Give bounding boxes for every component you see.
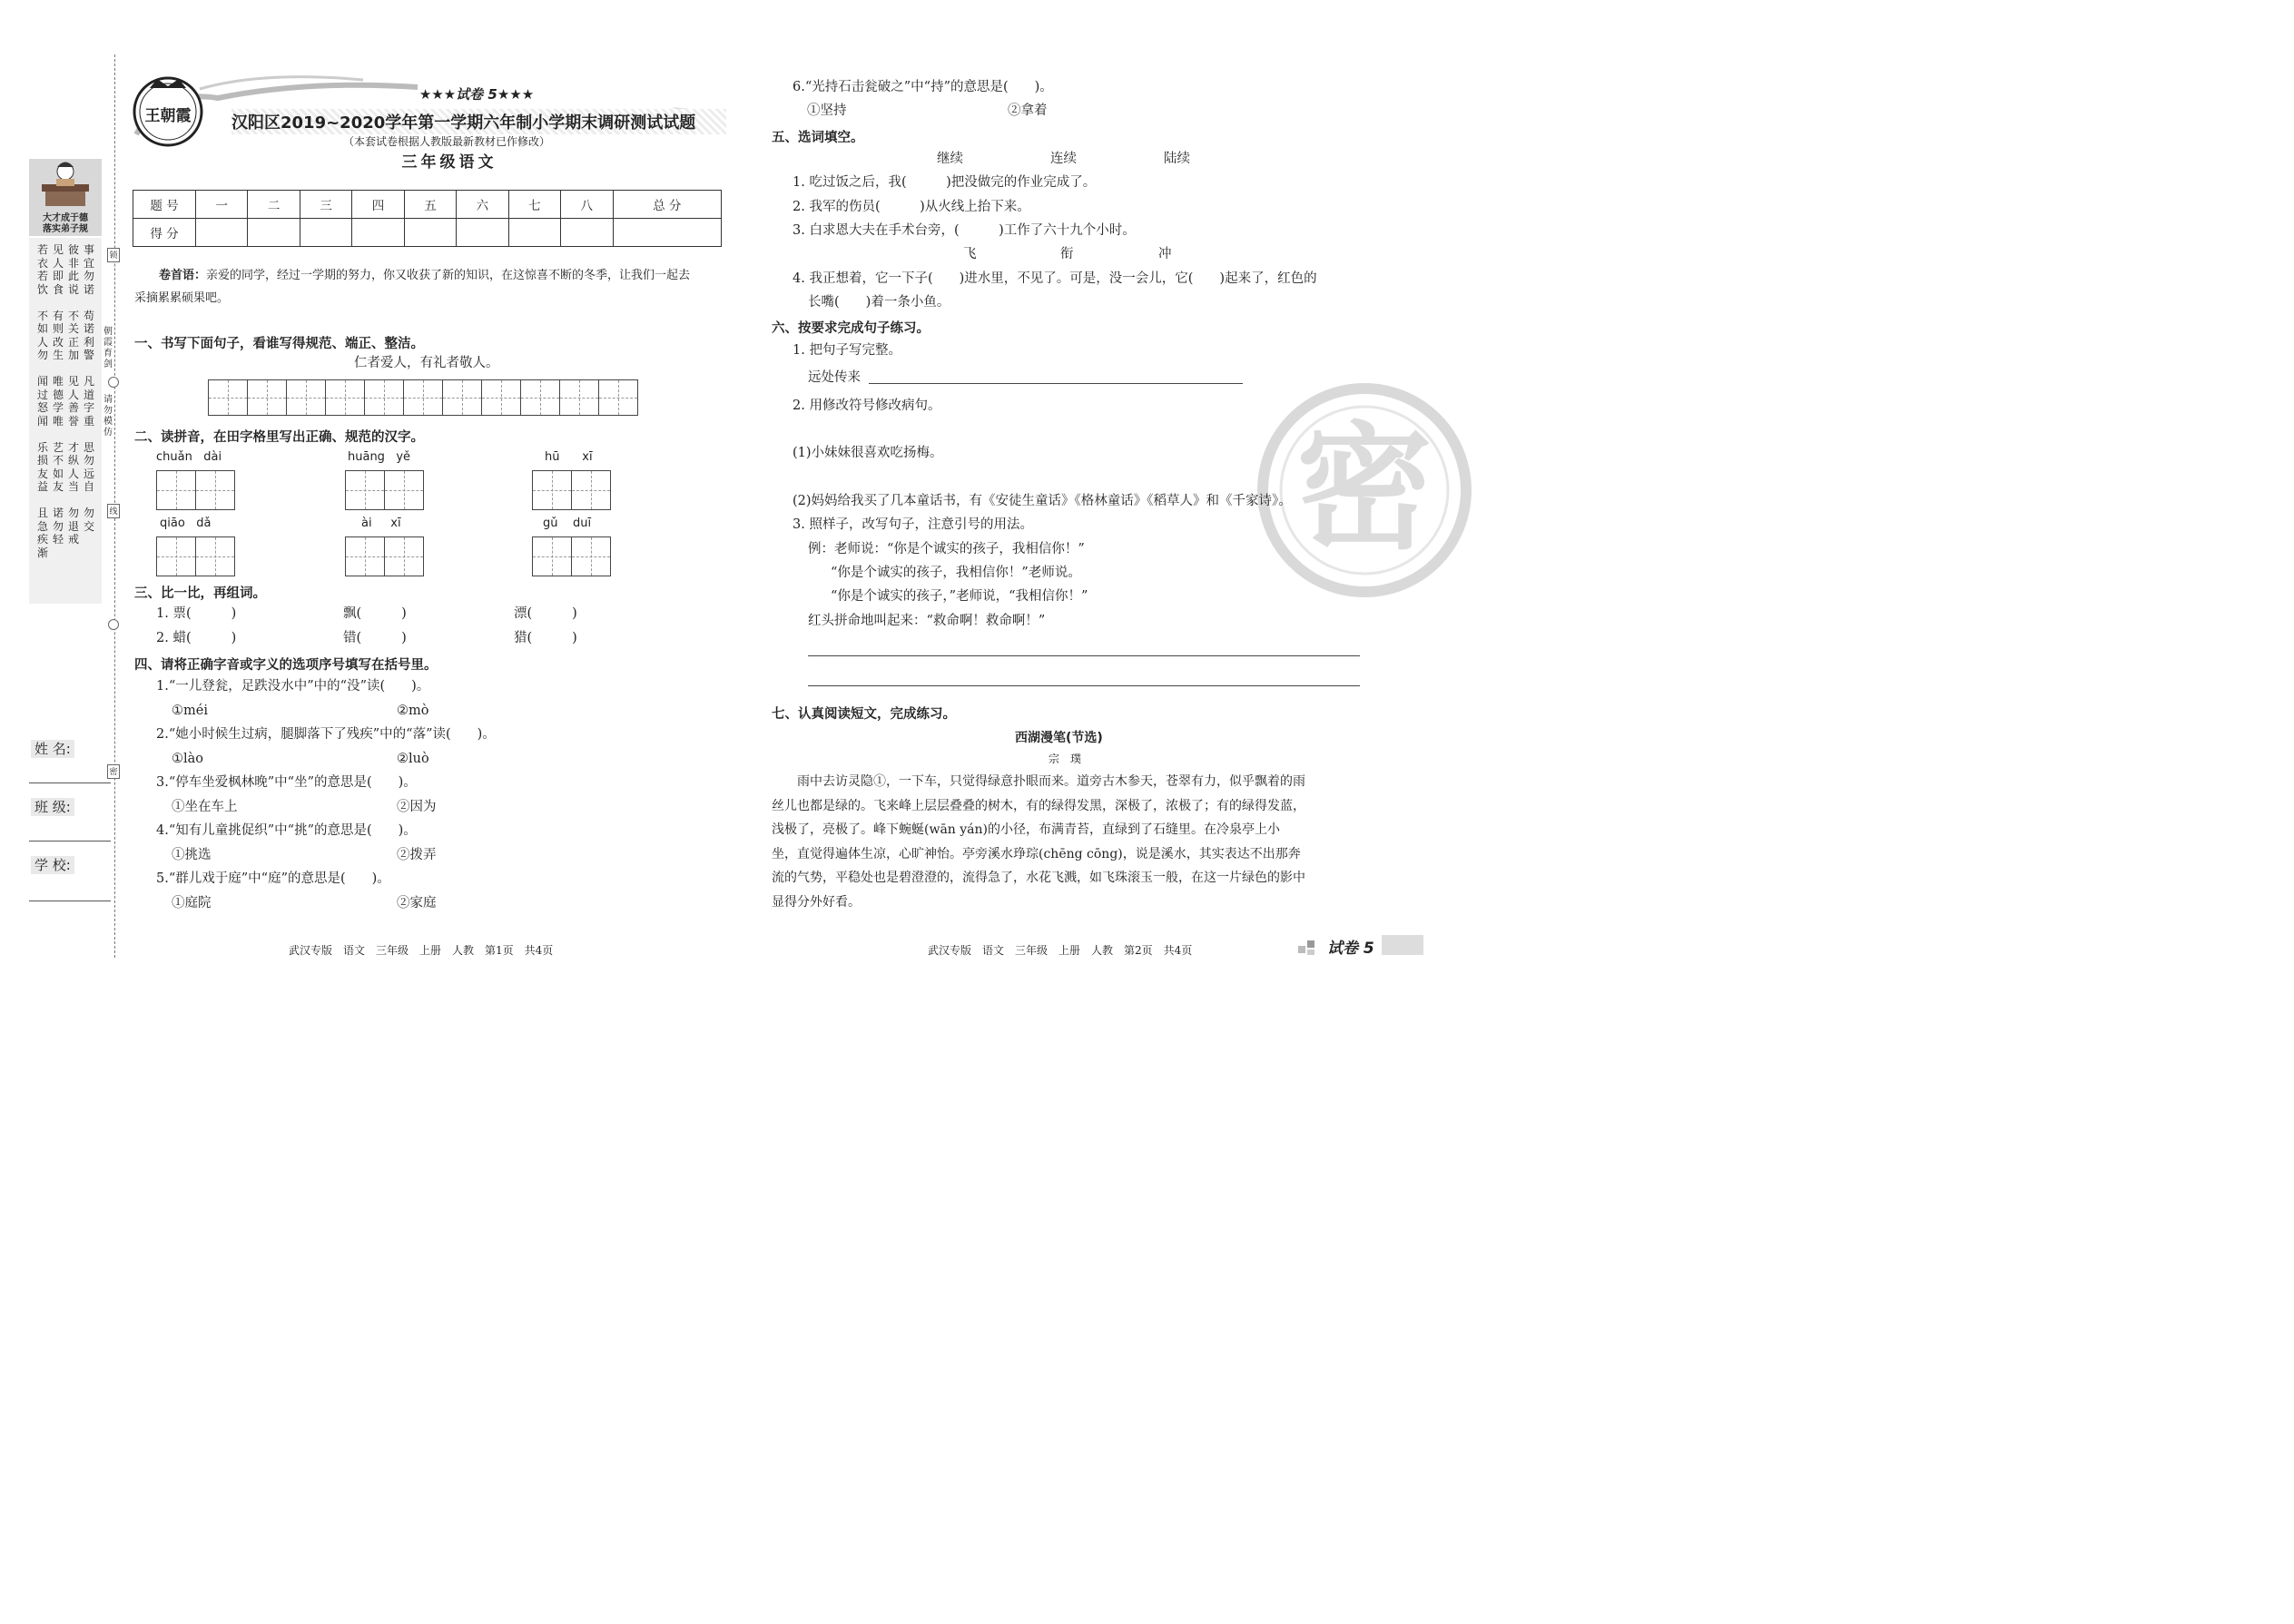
motto-panel [29, 238, 102, 604]
fill-question[interactable]: 4. 我正想着，它一下子( )进水里，不见了。可是，没一会儿，它( )起来了，红色的 [793, 271, 1317, 286]
score-cell[interactable] [300, 219, 351, 247]
section-7-title: 七、认真阅读短文，完成练习。 [772, 707, 956, 722]
score-table [133, 190, 722, 247]
score-header-cell: 五 [404, 191, 456, 219]
motto-column: 见人即食 有则改生 唯德学唯 艺不如友 诺勿轻 [52, 243, 64, 546]
score-row-label: 得 分 [133, 219, 196, 247]
preface [159, 265, 690, 282]
class-line[interactable] [29, 841, 111, 842]
tianzige-grid[interactable] [156, 536, 235, 576]
score-cell[interactable] [248, 219, 300, 247]
side-motto: 请勿模仿 [103, 395, 113, 438]
option-b[interactable]: ②家庭 [397, 896, 437, 910]
score-cell[interactable] [508, 219, 560, 247]
motto-column: 若衣若饮 不如人勿 闻过怒闻 乐损友益 且急疾渐 [36, 243, 48, 559]
watermark-seal-icon [1255, 386, 1433, 595]
task-sentence: 红头拼命地叫起来：“救命啊！救命啊！” [808, 614, 1046, 628]
question: 1.“一儿登瓮，足跌没水中”中的“没”读( )。 [156, 679, 430, 694]
tianzige-grid[interactable] [156, 470, 235, 510]
class-field[interactable] [31, 797, 74, 816]
example-line: “你是个诚实的孩子，”老师说，“我相信你！” [831, 589, 1088, 604]
sick-sentence[interactable]: (2)妈妈给我买了几本童话书，有《安徒生童话》《格林童话》《稻草人》和《千家诗》。 [793, 494, 1292, 508]
answer-line[interactable] [808, 655, 1360, 656]
score-cell[interactable] [196, 219, 248, 247]
mascot-panel [29, 159, 102, 236]
sub-question: 3. 照样子，改写句子，注意引号的用法。 [793, 517, 1033, 532]
footer-right: 武汉专版 语文 三年级 上册 人教 第2页 共4页 [928, 944, 1193, 957]
article-author: 宗 璞 [1049, 753, 1082, 765]
word-option: 陆续 [1164, 152, 1190, 166]
score-header-cell: 六 [457, 191, 508, 219]
binding-hole-icon [108, 619, 119, 630]
question: 2.“她小时候生过病，腿脚落下了残疾”中的“落”读( )。 [156, 727, 496, 742]
fill-question[interactable]: 1. 吃过饭之后，我( )把没做完的作业完成了。 [793, 175, 1097, 190]
score-header-cell: 四 [352, 191, 404, 219]
preface-line: 采摘累累硕果吧。 [134, 291, 230, 305]
paper-number: ★★★试卷 5★★★ [418, 86, 535, 103]
score-cell[interactable] [561, 219, 613, 247]
tianzige-grid[interactable] [532, 536, 611, 576]
pinyin-label: ài xī [361, 517, 401, 530]
pinyin-label: huāng yě [348, 450, 411, 464]
option-a[interactable]: ①坚持 [807, 103, 847, 118]
section-6-title: 六、按要求完成句子练习。 [772, 321, 930, 336]
option-b[interactable]: ②luò [397, 752, 429, 766]
copy-sentence: 仁者爱人，有礼者敬人。 [354, 356, 499, 370]
option-a[interactable]: ①méi [172, 704, 208, 718]
motto-column: 彼非此说 不关正加 见人善誉 才纵人当 勿退戒 [67, 243, 79, 546]
compare-item[interactable]: 猎( ) [514, 631, 577, 645]
binding-hole-icon [108, 377, 119, 388]
mascot-caption: 落实弟子规 [43, 224, 88, 234]
answer-line[interactable] [869, 383, 1243, 384]
score-header-cell: 二 [248, 191, 300, 219]
question: 6.“光持石击瓮破之”中“持”的意思是( )。 [793, 80, 1053, 94]
article-title: 西湖漫笔(节选) [1015, 731, 1103, 745]
tianzige-grid[interactable] [345, 536, 424, 576]
word-option: 衔 [1060, 247, 1074, 261]
cut-line-mark: 线 [107, 504, 120, 518]
question: 5.“群儿戏于庭”中“庭”的意思是( )。 [156, 871, 390, 886]
section-3-title: 三、比一比，再组词。 [134, 586, 266, 601]
seal-mark: 锁 [107, 248, 120, 262]
secret-watermark [1255, 386, 1433, 595]
compare-item[interactable]: 漂( ) [514, 606, 577, 621]
article-line: 浅极了，亮极了。峰下蜿蜒(wān yán)的小径，布满青苔，直绿到了石缝里。在冷泉亭上小 [772, 822, 1280, 837]
seal-mark: 密 [107, 764, 120, 779]
motto-column: 事宜勿诺 苟诺利警 凡道字重 思勿远自 勿交 [83, 243, 94, 533]
score-header-cell: 八 [561, 191, 613, 219]
footer-left: 武汉专版 语文 三年级 上册 人教 第1页 共4页 [289, 944, 554, 957]
preface-line: 亲爱的同学，经过一学期的努力，你又收获了新的知识，在这惊喜不断的冬季，让我们一起去 [206, 269, 691, 282]
option-b[interactable]: ②mò [397, 704, 429, 718]
brand-logo [132, 75, 204, 148]
article-line: 雨中去访灵隐①，一下车，只觉得绿意扑眼而来。道旁古木参天，苍翠有力，似乎飘着的雨 [797, 774, 1305, 789]
svg-text:王朝霞: 王朝霞 [144, 107, 192, 125]
section-2-title: 二、读拼音，在田字格里写出正确、规范的汉字。 [134, 430, 424, 445]
side-motto: 朝霞育剑 [103, 327, 113, 369]
article-line: 丝儿也都是绿的。飞来峰上层层叠叠的树木，有的绿得发黑，深极了，浓极了；有的绿得发蓝， [772, 798, 1305, 813]
school-label: 学 校: [31, 856, 74, 874]
score-header-cell: 总 分 [613, 191, 722, 219]
question: 3.“停车坐爱枫林晚”中“坐”的意思是( )。 [156, 775, 417, 790]
pinyin-label: chuǎn dài [156, 450, 222, 464]
option-b[interactable]: ②因为 [397, 800, 437, 814]
score-cell[interactable] [613, 219, 722, 247]
sick-sentence[interactable]: (1)小妹妹很喜欢吃扬梅。 [793, 446, 943, 460]
example-line: 例：老师说：“你是个诚实的孩子，我相信你！” [808, 542, 1085, 556]
option-a[interactable]: ①lào [172, 752, 204, 766]
section-4-title: 四、请将正确字音或字义的选项序号填写在括号里。 [134, 658, 438, 673]
compare-item[interactable]: 1. 票( ) [156, 606, 237, 621]
pinyin-label: qiāo dǎ [160, 517, 212, 530]
fill-question[interactable]: 3. 白求恩大夫在手术台旁，( )工作了六十九个小时。 [793, 223, 1136, 238]
fill-question[interactable]: 2. 我军的伤员( )从火线上抬下来。 [793, 200, 1030, 214]
word-option: 飞 [963, 247, 977, 261]
option-b[interactable]: ②拿着 [1008, 103, 1048, 118]
sub-question: 2. 用修改符号修改病句。 [793, 399, 941, 413]
answer-line[interactable] [808, 685, 1360, 686]
word-option: 连续 [1050, 152, 1077, 166]
exam-subtitle: （本套试卷根据人教版最新教材已作修改） [343, 135, 551, 148]
score-cell[interactable] [404, 219, 456, 247]
svg-text:密: 密 [1295, 410, 1433, 568]
article-line: 坐，直觉得遍体生凉，心旷神怡。亭旁溪水琤琮(chēng cōng)，说是溪水，其实表达不出那奔 [772, 846, 1301, 861]
article-line: 显得分外好看。 [772, 894, 861, 910]
sentence-prompt: 远处传来 [808, 370, 861, 385]
compare-item[interactable]: 2. 蜡( ) [156, 631, 237, 645]
exam-title: 汉阳区2019~2020学年第一学期六年制小学期末调研测试试题 [231, 113, 696, 133]
option-b[interactable]: ②拨弄 [397, 848, 437, 862]
article-line: 流的气势，平稳处也是碧澄澄的，流得急了，水花飞溅，如飞珠滚玉一般，在这一片绿色的影中 [772, 871, 1305, 885]
writing-grid[interactable] [208, 379, 638, 416]
compare-item[interactable]: 飘( ) [343, 606, 407, 621]
school-field[interactable] [31, 855, 74, 874]
grade-subject: 三年级语文 [401, 153, 497, 172]
option-a[interactable]: ①坐在车上 [172, 800, 238, 814]
name-line[interactable] [29, 782, 111, 783]
score-header-cell: 七 [508, 191, 560, 219]
score-header-cell: 一 [196, 191, 248, 219]
pinyin-label: gǔ duī [543, 517, 592, 530]
class-label: 班 级: [31, 798, 74, 816]
word-option: 继续 [937, 152, 963, 166]
score-cell[interactable] [457, 219, 508, 247]
preface-label: 卷首语： [159, 269, 207, 282]
score-header-row [133, 191, 722, 219]
section-1-title: 一、书写下面句子，看谁写得规范、端正、整洁。 [134, 337, 424, 351]
scholar-icon [29, 159, 102, 213]
word-option: 冲 [1158, 247, 1172, 261]
name-field[interactable] [31, 739, 74, 758]
score-header-cell: 题 号 [133, 191, 196, 219]
option-a[interactable]: ①挑选 [172, 848, 212, 862]
article-body [772, 770, 1362, 914]
section-5-title: 五、选词填空。 [772, 131, 864, 145]
name-label: 姓 名: [31, 740, 74, 758]
question: 4.“知有儿童挑促织”中“挑”的意思是( )。 [156, 823, 417, 838]
tianzige-grid[interactable] [345, 470, 424, 510]
score-header-cell: 三 [300, 191, 351, 219]
fill-question[interactable]: 长嘴( )着一条小鱼。 [808, 295, 950, 310]
example-line: “你是个诚实的孩子，我相信你！”老师说。 [831, 566, 1081, 580]
mascot-caption: 大才成于德 [43, 213, 88, 223]
score-value-row [133, 219, 722, 247]
option-a[interactable]: ①庭院 [172, 896, 212, 910]
tianzige-grid[interactable] [532, 470, 611, 510]
badge-label: 试卷 5 [1327, 940, 1374, 958]
paper-badge [1298, 935, 1423, 958]
compare-item[interactable]: 错( ) [343, 631, 407, 645]
pinyin-label: hū xī [545, 450, 593, 464]
score-cell[interactable] [352, 219, 404, 247]
sub-question: 1. 把句子写完整。 [793, 343, 901, 358]
